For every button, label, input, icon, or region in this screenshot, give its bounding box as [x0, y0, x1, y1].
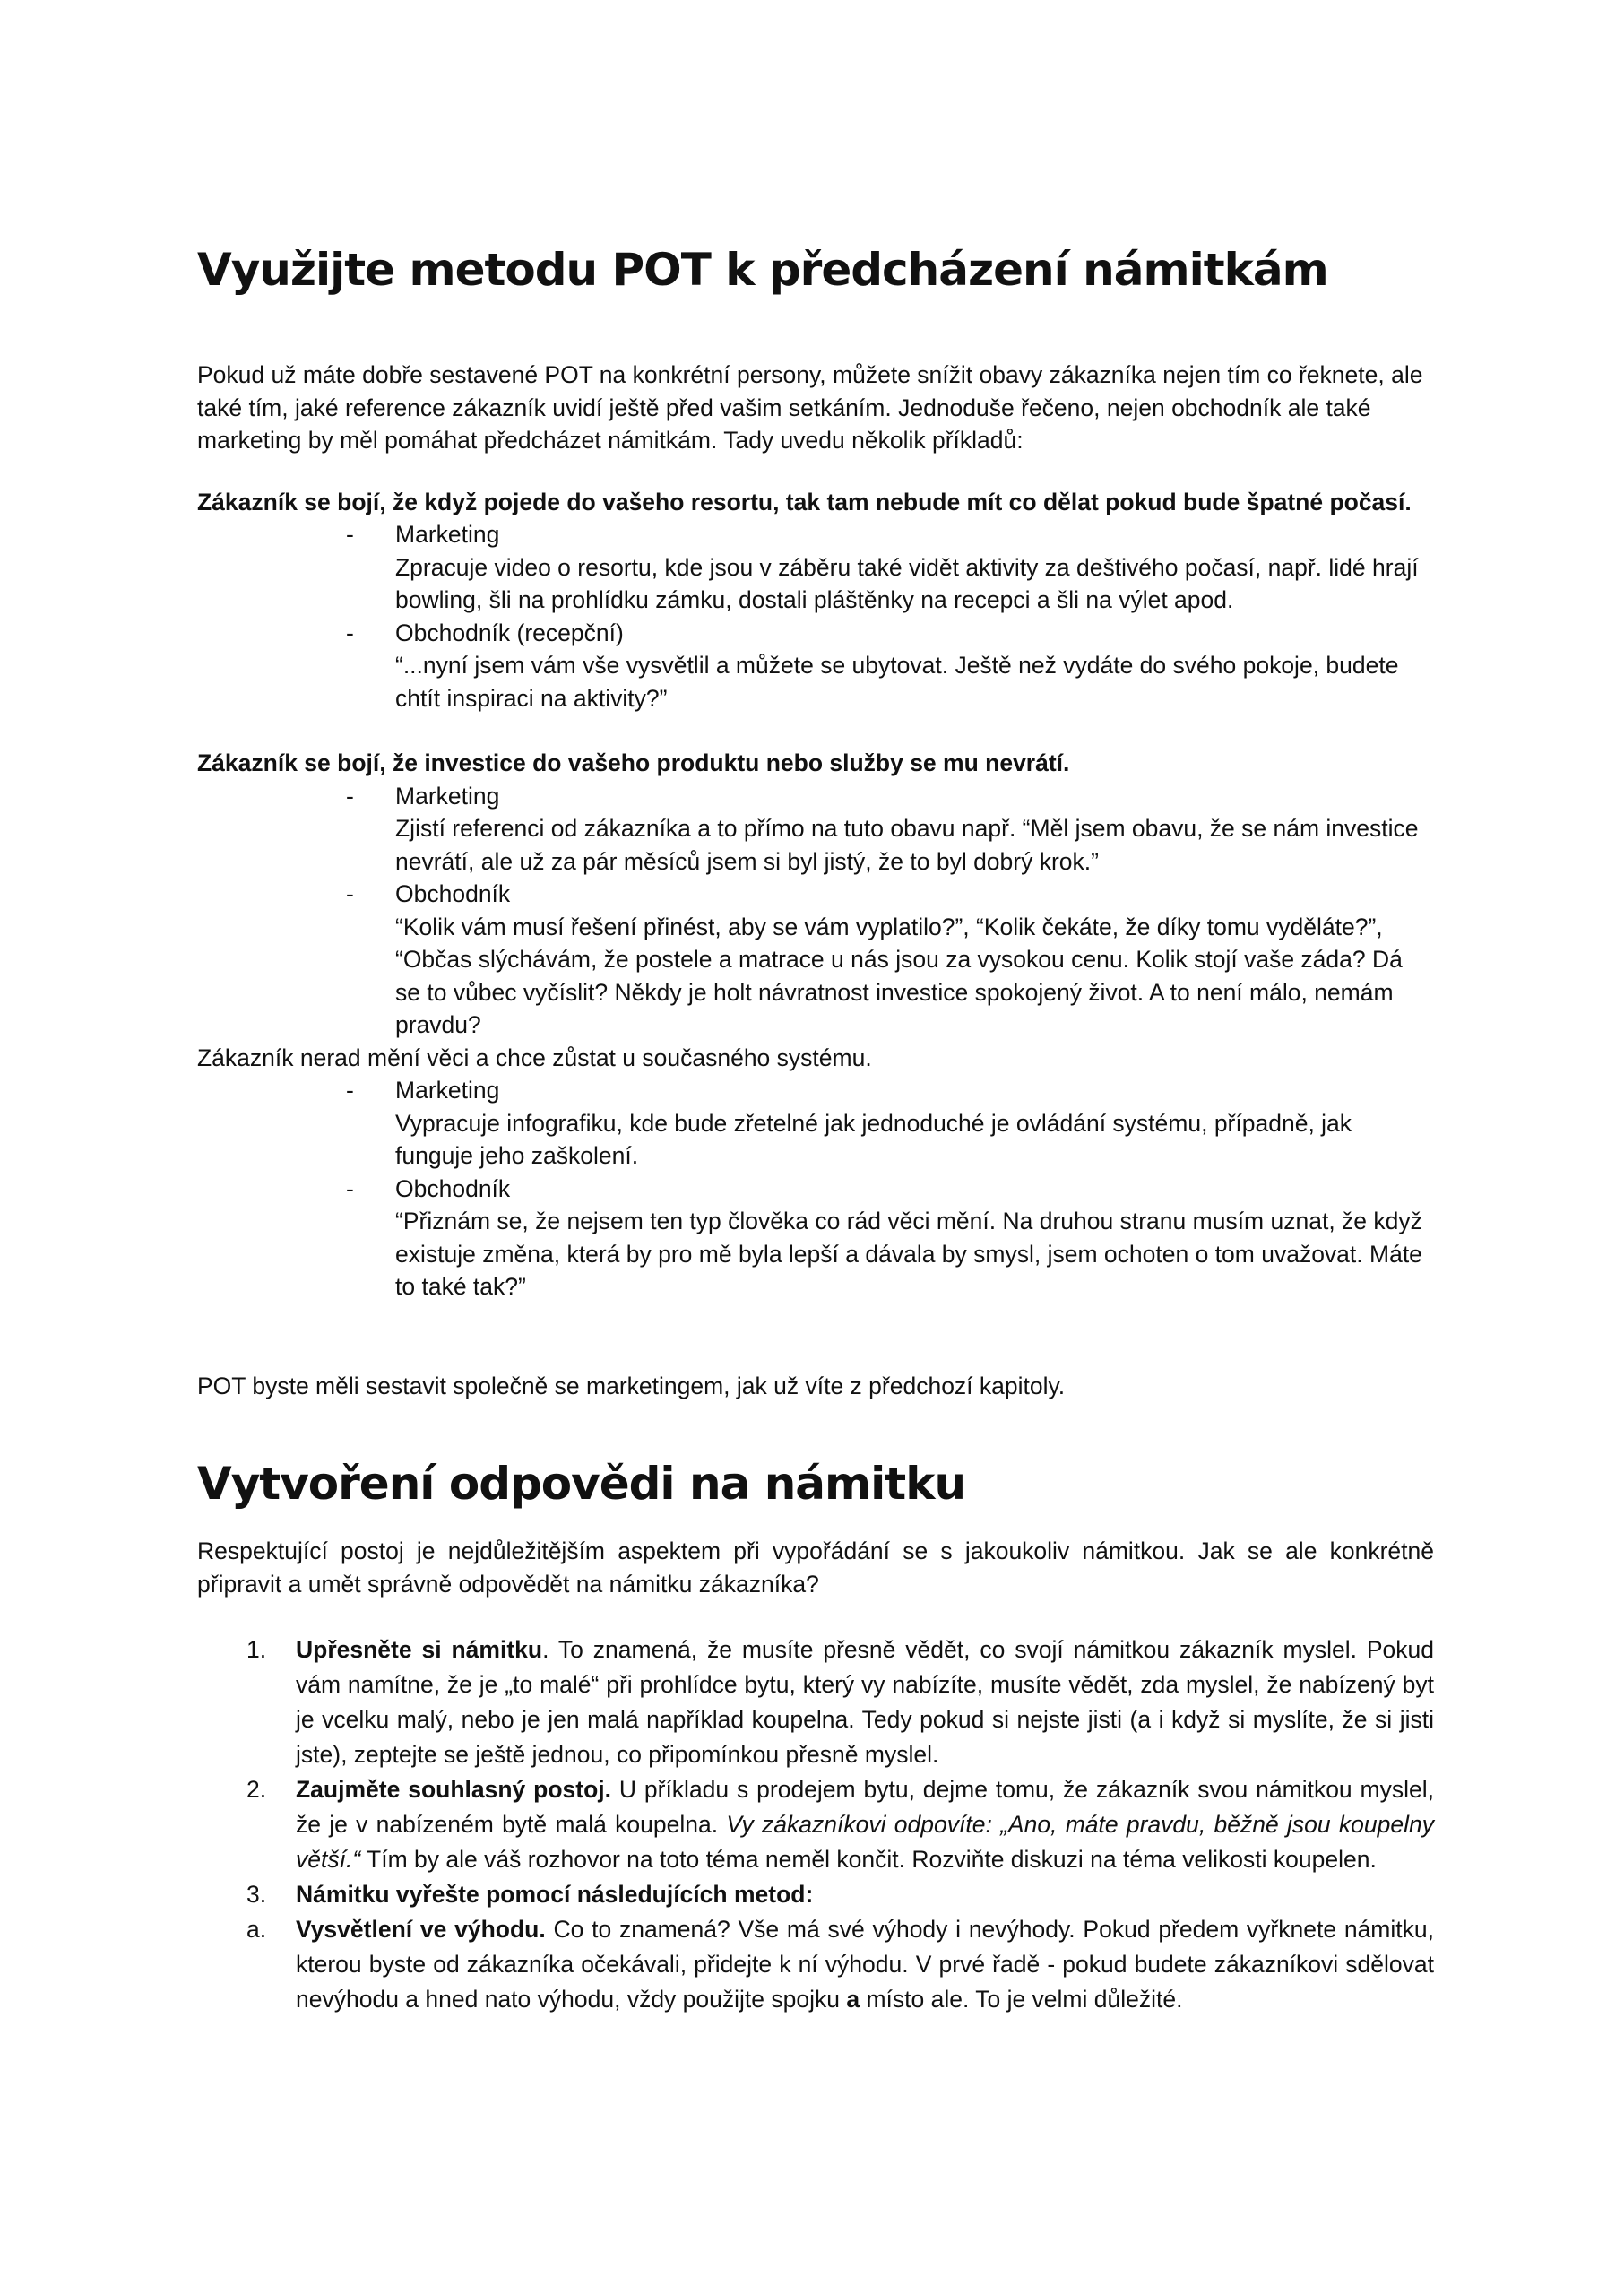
step-text-after: místo ale. To je velmi důležité. [860, 1986, 1183, 2013]
step-italic-quote: Vy zákazníkovi odpovíte: „Ano, máte pravdu, běžně jsou koupelny větší.“ [296, 1811, 1434, 1873]
pot-note-paragraph: POT byste měli sestavit společně se marketingem, jak už víte z předchozí kapitoly. [197, 1372, 1066, 1399]
dash-bullet: - [346, 521, 354, 548]
list-marker: 1. [246, 1636, 267, 1663]
dash-bullet: - [346, 1077, 354, 1104]
list-item [197, 518, 1434, 617]
section-title-response: Vytvoření odpovědi na námitku [197, 1458, 966, 1510]
list-item [197, 1912, 1434, 2017]
objection-responses [197, 1074, 1434, 1303]
step-bold-word: a [846, 1986, 860, 2013]
list-item [197, 878, 1434, 1042]
role-detail: Zjistí referenci od zákazníka a to přímo na tuto obavu např. “Měl jsem obavu, že se nám investice nevrátí, ale už za pár měsíců jsem si byl jistý, že to byl dobrý krok.” [395, 815, 1419, 875]
role-detail: “Přiznám se, že nejsem ten typ člověka co rád věci mění. Na druhou stranu musím uznat, že když existuje změna, která by pro mě byla lepší a dávala by smysl, jsem ochoten o tom uvažovat. Máte to také tak?” [395, 1208, 1422, 1300]
list-marker: 2. [246, 1776, 267, 1803]
dash-bullet: - [346, 782, 354, 810]
objection-responses [197, 518, 1434, 714]
objection-heading: Zákazník nerad mění věci a chce zůstat u současného systému. [197, 1044, 872, 1071]
step-lead: Vysvětlení ve výhodu. [296, 1916, 546, 1943]
step-text-after: Tím by ale váš rozhovor na toto téma neměl končit. Rozviňte diskuzi na téma velikosti koupelen. [360, 1846, 1377, 1873]
role-label: Marketing [395, 782, 500, 810]
list-item [197, 1173, 1434, 1303]
step-text: . To znamená, že musíte přesně vědět, co svojí námitkou zákazník myslel. Pokud vám namítne, že je „to malé“ při prohlídce bytu, který vy nabízíte, musíte vědět, zda myslel, že nabízený byt je vcelku malý, nebo je jen malá například koupelna. Tedy pokud si nejste jisti (a i když si myslíte, že si jisti jste), zeptejte se ještě jednou, co připomínkou přesně myslel. [296, 1636, 1435, 1768]
objection-heading: Zákazník se bojí, že když pojede do vašeho resortu, tak tam nebude mít co dělat pokud bude špatné počasí. [197, 488, 1412, 515]
dash-bullet: - [346, 880, 354, 907]
list-item [197, 1772, 1434, 1877]
step-lead: Námitku vyřešte pomocí následujících metod: [296, 1881, 814, 1908]
dash-bullet: - [346, 1174, 354, 1202]
role-detail: Zpracuje video o resortu, kde jsou v záběru také vidět aktivity za deštivého počasí, např. lidé hrají bowling, šli na prohlídku zámku, dostali pláštěnky na recepci a šli na výlet apod. [395, 553, 1419, 613]
role-label: Marketing [395, 1077, 500, 1104]
role-label: Obchodník [395, 880, 511, 907]
objection-responses [197, 780, 1434, 1042]
step-text: U příkladu s prodejem bytu, dejme tomu, že zákazník svou námitkou myslel, že je v nabízeném bytě malá koupelna. [296, 1776, 1434, 1838]
section-title-pot: Využijte metodu POT k předcházení námitkám [197, 244, 1328, 296]
dash-bullet: - [346, 619, 354, 646]
role-label: Marketing [395, 521, 500, 548]
page-content [197, 242, 1434, 2017]
list-item [197, 617, 1434, 715]
step-lead: Upřesněte si námitku [296, 1636, 543, 1663]
role-detail: Vypracuje infografiku, kde bude zřetelné jak jednoduché je ovládání systému, případně, jak funguje jeho zaškolení. [395, 1109, 1352, 1169]
list-item [197, 1632, 1434, 1772]
list-item [197, 1877, 1434, 1912]
role-label: Obchodník (recepční) [395, 619, 624, 646]
objection-heading: Zákazník se bojí, že investice do vašeho produktu nebo služby se mu nevrátí. [197, 749, 1070, 776]
role-label: Obchodník [395, 1174, 511, 1202]
role-detail: “Kolik vám musí řešení přinést, aby se vám vyplatilo?”, “Kolik čekáte, že díky tomu vyděláte?”, “Občas slýchávám, že postele a matrace u nás jsou za vysokou cenu. Kolik stojí vaše záda? Dá se to vůbec vyčíslit? Někdy je holt návratnost investice spokojený život. A to není málo, nemám pravdu? [395, 913, 1403, 1038]
list-item [197, 780, 1434, 879]
response-intro-paragraph: Respektující postoj je nejdůležitějším aspektem při vypořádání se s jakoukoliv námitkou. Jak se ale konkrétně připravit a umět správně odpovědět na námitku zákazníka? [197, 1537, 1434, 1598]
list-item [197, 1074, 1434, 1173]
step-lead: Zaujměte souhlasný postoj. [296, 1776, 611, 1803]
list-marker: 3. [246, 1881, 267, 1908]
list-marker: a. [246, 1916, 267, 1943]
role-detail: “...nyní jsem vám vše vysvětlil a můžete se ubytovat. Ještě než vydáte do svého pokoje, budete chtít inspiraci na aktivity?” [395, 652, 1399, 712]
step-text: Co to znamená? Vše má své výhody i nevýhody. Pokud předem vyřknete námitku, kterou byste od zákazníka očekávali, přidejte k ní výhodu. V prvé řadě - pokud budete zákazníkovi sdělovat nevýhodu a hned nato výhodu, vždy použijte spojku [296, 1916, 1434, 2013]
steps-list [197, 1632, 1434, 2017]
intro-paragraph: Pokud už máte dobře sestavené POT na konkrétní persony, můžete snížit obavy zákazníka nejen tím co řeknete, ale také tím, jaké reference zákazník uvidí ještě před vašim setkáním. Jednoduše řečeno, nejen obchodník ale také marketing by měl pomáhat předcházet námitkám. Tady uvedu několik příkladů: [197, 361, 1423, 454]
